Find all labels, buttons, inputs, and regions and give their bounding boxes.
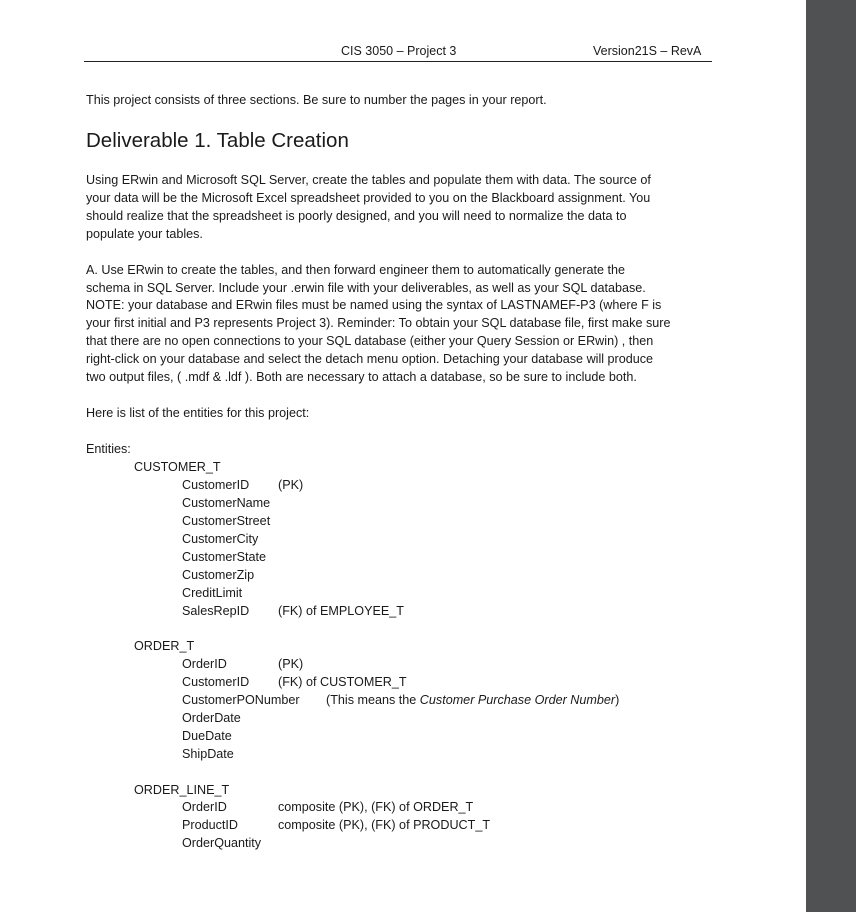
para1-line: Using ERwin and Microsoft SQL Server, create the tables and populate them with data. The source of bbox=[86, 173, 651, 187]
attr-customer-city: CustomerCity bbox=[182, 532, 259, 546]
viewer-scrollbar[interactable] bbox=[806, 0, 856, 912]
attr-customer-id: CustomerID bbox=[182, 478, 250, 492]
entities-label: Entities: bbox=[86, 442, 131, 456]
attr-order-date: OrderDate bbox=[182, 711, 241, 725]
note-order-id: (PK) bbox=[278, 657, 304, 671]
para2-line: that there are no open connections to your SQL database (either your Query Session or ERwin) , then bbox=[86, 334, 654, 348]
attr-customer-state: CustomerState bbox=[182, 550, 266, 564]
para2-line: schema in SQL Server. Include your .erwin file with your deliverables, as well as your SQL database. bbox=[86, 281, 646, 295]
entity-intro: Here is list of the entities for this project: bbox=[86, 406, 310, 420]
para1-line: should realize that the spreadsheet is poorly designed, and you will need to normalize the data to bbox=[86, 209, 627, 223]
attr-order-id: OrderID bbox=[182, 657, 227, 671]
header-rule bbox=[84, 61, 712, 62]
attr-product-id: ProductID bbox=[182, 818, 238, 832]
note-order-customer-id: (FK) of CUSTOMER_T bbox=[278, 675, 407, 689]
entity-customer-name: CUSTOMER_T bbox=[134, 460, 221, 474]
note-line-order-id: composite (PK), (FK) of ORDER_T bbox=[278, 800, 474, 814]
para1-line: populate your tables. bbox=[86, 227, 203, 241]
deliverable-heading: Deliverable 1. Table Creation bbox=[86, 129, 349, 152]
para1-line: your data will be the Microsoft Excel spreadsheet provided to you on the Blackboard assignment. You bbox=[86, 191, 651, 205]
attr-ship-date: ShipDate bbox=[182, 747, 234, 761]
attr-order-quantity: OrderQuantity bbox=[182, 836, 262, 850]
po-note-prefix: (This means the bbox=[326, 693, 420, 707]
entity-order-line-name: ORDER_LINE_T bbox=[134, 783, 230, 797]
entity-order-name: ORDER_T bbox=[134, 639, 195, 653]
po-note-italic: Customer Purchase Order Number bbox=[419, 693, 616, 707]
attr-credit-limit: CreditLimit bbox=[182, 586, 243, 600]
attr-customer-po-number: CustomerPONumber bbox=[182, 693, 300, 707]
attr-order-customer-id: CustomerID bbox=[182, 675, 250, 689]
attr-due-date: DueDate bbox=[182, 729, 232, 743]
para2-line: right-click on your database and select the detach menu option. Detaching your database will produce bbox=[86, 352, 654, 366]
intro-text: This project consists of three sections. Be sure to number the pages in your report. bbox=[86, 93, 547, 107]
attr-customer-name: CustomerName bbox=[182, 496, 271, 510]
para2-line: two output files, ( .mdf & .ldf ). Both are necessary to attach a database, so be sure to include both. bbox=[86, 370, 637, 384]
note-product-id: composite (PK), (FK) of PRODUCT_T bbox=[278, 818, 491, 832]
header-version: Version21S – RevA bbox=[593, 44, 702, 58]
para2-line: your first initial and P3 represents Project 3). Reminder: To obtain your SQL database file, first make sure bbox=[86, 316, 671, 330]
attr-customer-street: CustomerStreet bbox=[182, 514, 271, 528]
note-sales-rep-id: (FK) of EMPLOYEE_T bbox=[278, 604, 404, 618]
po-note-suffix: ) bbox=[615, 693, 620, 707]
attr-customer-zip: CustomerZip bbox=[182, 568, 255, 582]
para2-line: NOTE: your database and ERwin files must be named using the syntax of LASTNAMEF-P3 (where F is bbox=[86, 298, 662, 312]
attr-sales-rep-id: SalesRepID bbox=[182, 604, 250, 618]
note-customer-id: (PK) bbox=[278, 478, 304, 492]
para2-line: A. Use ERwin to create the tables, and then forward engineer them to automatically generate the bbox=[86, 263, 626, 277]
header-title: CIS 3050 – Project 3 bbox=[341, 44, 457, 58]
note-customer-po-number bbox=[326, 691, 619, 709]
attr-line-order-id: OrderID bbox=[182, 800, 227, 814]
